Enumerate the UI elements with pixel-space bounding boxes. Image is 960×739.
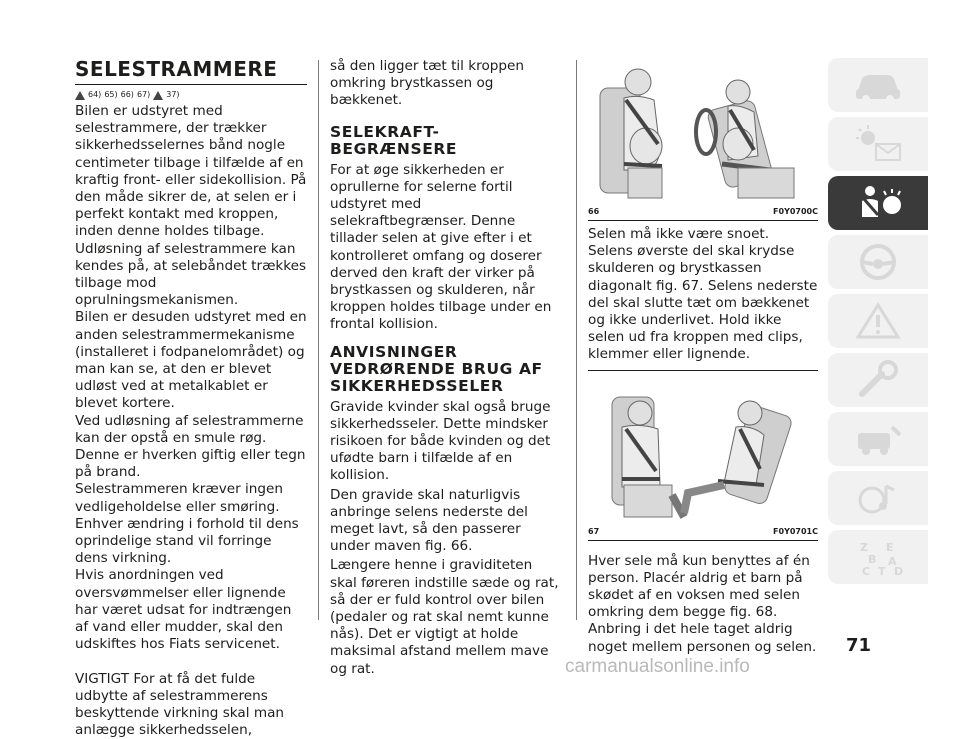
tab-climate-messages[interactable] [828,117,928,171]
watermark: carmanualsonline.info [565,656,750,678]
figure-number: 67 [588,527,599,537]
tab-index[interactable] [828,530,928,584]
column-divider [576,60,577,620]
ref-1: 64) [88,89,101,101]
paragraph: Hvis anordningen ved oversvømmelser eller lignende har været udsat for indtrængen af vand eller mudder, skal den udskiftes hos Fiats servicenet. [75,567,307,653]
paragraph: Bilen er udstyret med selestrammere, der trækker sikkerhedsselernes bånd nogle centimeter tilbage i tilfælde af en kraftig front- eller sidekollision. På den måde sikrer de, at selen er i perfekt kontakt med kroppen, inden denne holdes tilbage. [75,103,307,241]
section-heading: ANVISNINGER VEDRØRENDE BRUG AF SIKKERHEDSSELER [330,344,562,395]
figure-number: 66 [588,207,599,217]
important-note: VIGTIGT For at få det fulde udbytte af selestrammerens beskyttende virkning skal man anlægge sikkerhedsselen, [75,671,307,739]
figure-caption [588,205,818,220]
svg-text:E: E [886,541,894,554]
wrench-icon [848,358,908,402]
tab-emergency[interactable] [828,353,928,407]
svg-text:C: C [862,565,870,578]
paragraph: Længere henne i graviditeten skal føreren indstille sæde og rat, så der er fuld kontrol over bilen (pedaler og rat skal nemt kunne nås). Det er vigtigt at holde maksimal afstand mellem mave og rat. [330,557,562,677]
car-icon [848,63,908,107]
ref-5: 37) [166,89,179,101]
road-service-icon [848,417,908,461]
pregnant-woman-seatbelt-illustration [588,60,818,205]
steering-wheel-icon [848,240,908,284]
ref-4: 67) [137,89,150,101]
svg-text:B: B [868,553,876,566]
paragraph: Ved udløsning af selestrammerne kan der opstå en smule røg. Denne er hverken giftig eller tegn på brand. [75,413,307,482]
paragraph: så den ligger tæt til kroppen omkring brystkassen og bækkenet. [330,58,562,110]
paragraph: Hver sele må kun benyttes af én person. Placér aldrig et barn på skødet af en voksen med selen omkring dem begge fig. 68. Anbring i det hele taget aldrig noget mellem personen og selen. [588,553,818,656]
chapter-tabs [828,58,928,589]
column-2 [330,58,562,678]
paragraph: Bilen er desuden udstyret med en anden selestrammermekanisme (installeret i fodpanelområdet) og man kan se, at den er blevet udløst ved at metalkablet er blevet kortere. [75,309,307,412]
figure-caption [588,525,818,540]
svg-text:D: D [894,565,903,578]
info-music-icon [848,476,908,520]
page-number: 71 [846,635,871,656]
weather-mail-icon [848,122,908,166]
figure-code: F0Y0701C [773,527,818,537]
paragraph: Selestrammeren kræver ingen vedligeholdelse eller smøring. Enhver ændring i forhold til dens oprindelige stand vil forringe dens virkning. [75,481,307,567]
figure-code: F0Y0700C [773,207,818,217]
warning-triangle-icon [75,91,85,100]
warning-lights-icon [848,299,908,343]
correct-seatbelt-position-illustration [588,375,818,525]
ref-3: 66) [121,89,134,101]
tab-multimedia[interactable] [828,471,928,525]
figure-66 [588,60,818,221]
warning-references [75,89,307,101]
ref-2: 65) [104,89,117,101]
svg-text:Z: Z [860,541,868,554]
section-heading: SELEKRAFT-BEGRÆNSERE [330,124,562,158]
tab-safety[interactable] [828,176,928,230]
caution-triangle-icon [153,91,163,100]
paragraph: Den gravide skal naturligvis anbringe selens nederste del meget lavt, så den passerer under maven fig. 66. [330,487,562,556]
section-title: SELESTRAMMERE [75,58,307,85]
paragraph: For at øge sikkerheden er oprullerne for selerne fortil udstyret med selekraftbegrænser. Denne tillader selen at give efter i et kontrolleret omfang og doserer derved den kraft der virker på brystkassen og skulderen, når kroppen holdes tilbage under en frontal kollision. [330,162,562,334]
figure-67 [588,375,818,541]
paragraph: Selen må ikke være snoet. Selens øverste del skal krydse skulderen og brystkassen diagonalt fig. 67. Selens nederste del skal slutte tæt om bækkenet og ikke underlivet. Hold ikke selen ud fra kroppen med clips, klemmer eller lignende. [588,226,818,364]
seatbelt-airbag-icon [848,181,908,225]
column-3 [588,60,818,656]
divider [588,370,818,371]
svg-text:T: T [878,565,886,578]
tab-maintenance[interactable] [828,412,928,466]
column-1 [75,58,307,739]
tab-car[interactable] [828,58,928,112]
paragraph: Gravide kvinder skal også bruge sikkerhedsseler. Dette mindsker risikoen for både kvinden og det ufødte barn i tilfælde af en kollision. [330,399,562,485]
tab-warnings[interactable] [828,294,928,348]
alphabet-index-icon [848,535,908,579]
paragraph: Udløsning af selestrammere kan kendes på, at selebåndet trækkes tilbage mod oprulningsmekanismen. [75,241,307,310]
svg-text:A: A [888,555,897,568]
tab-driving[interactable] [828,235,928,289]
column-divider [318,60,319,620]
